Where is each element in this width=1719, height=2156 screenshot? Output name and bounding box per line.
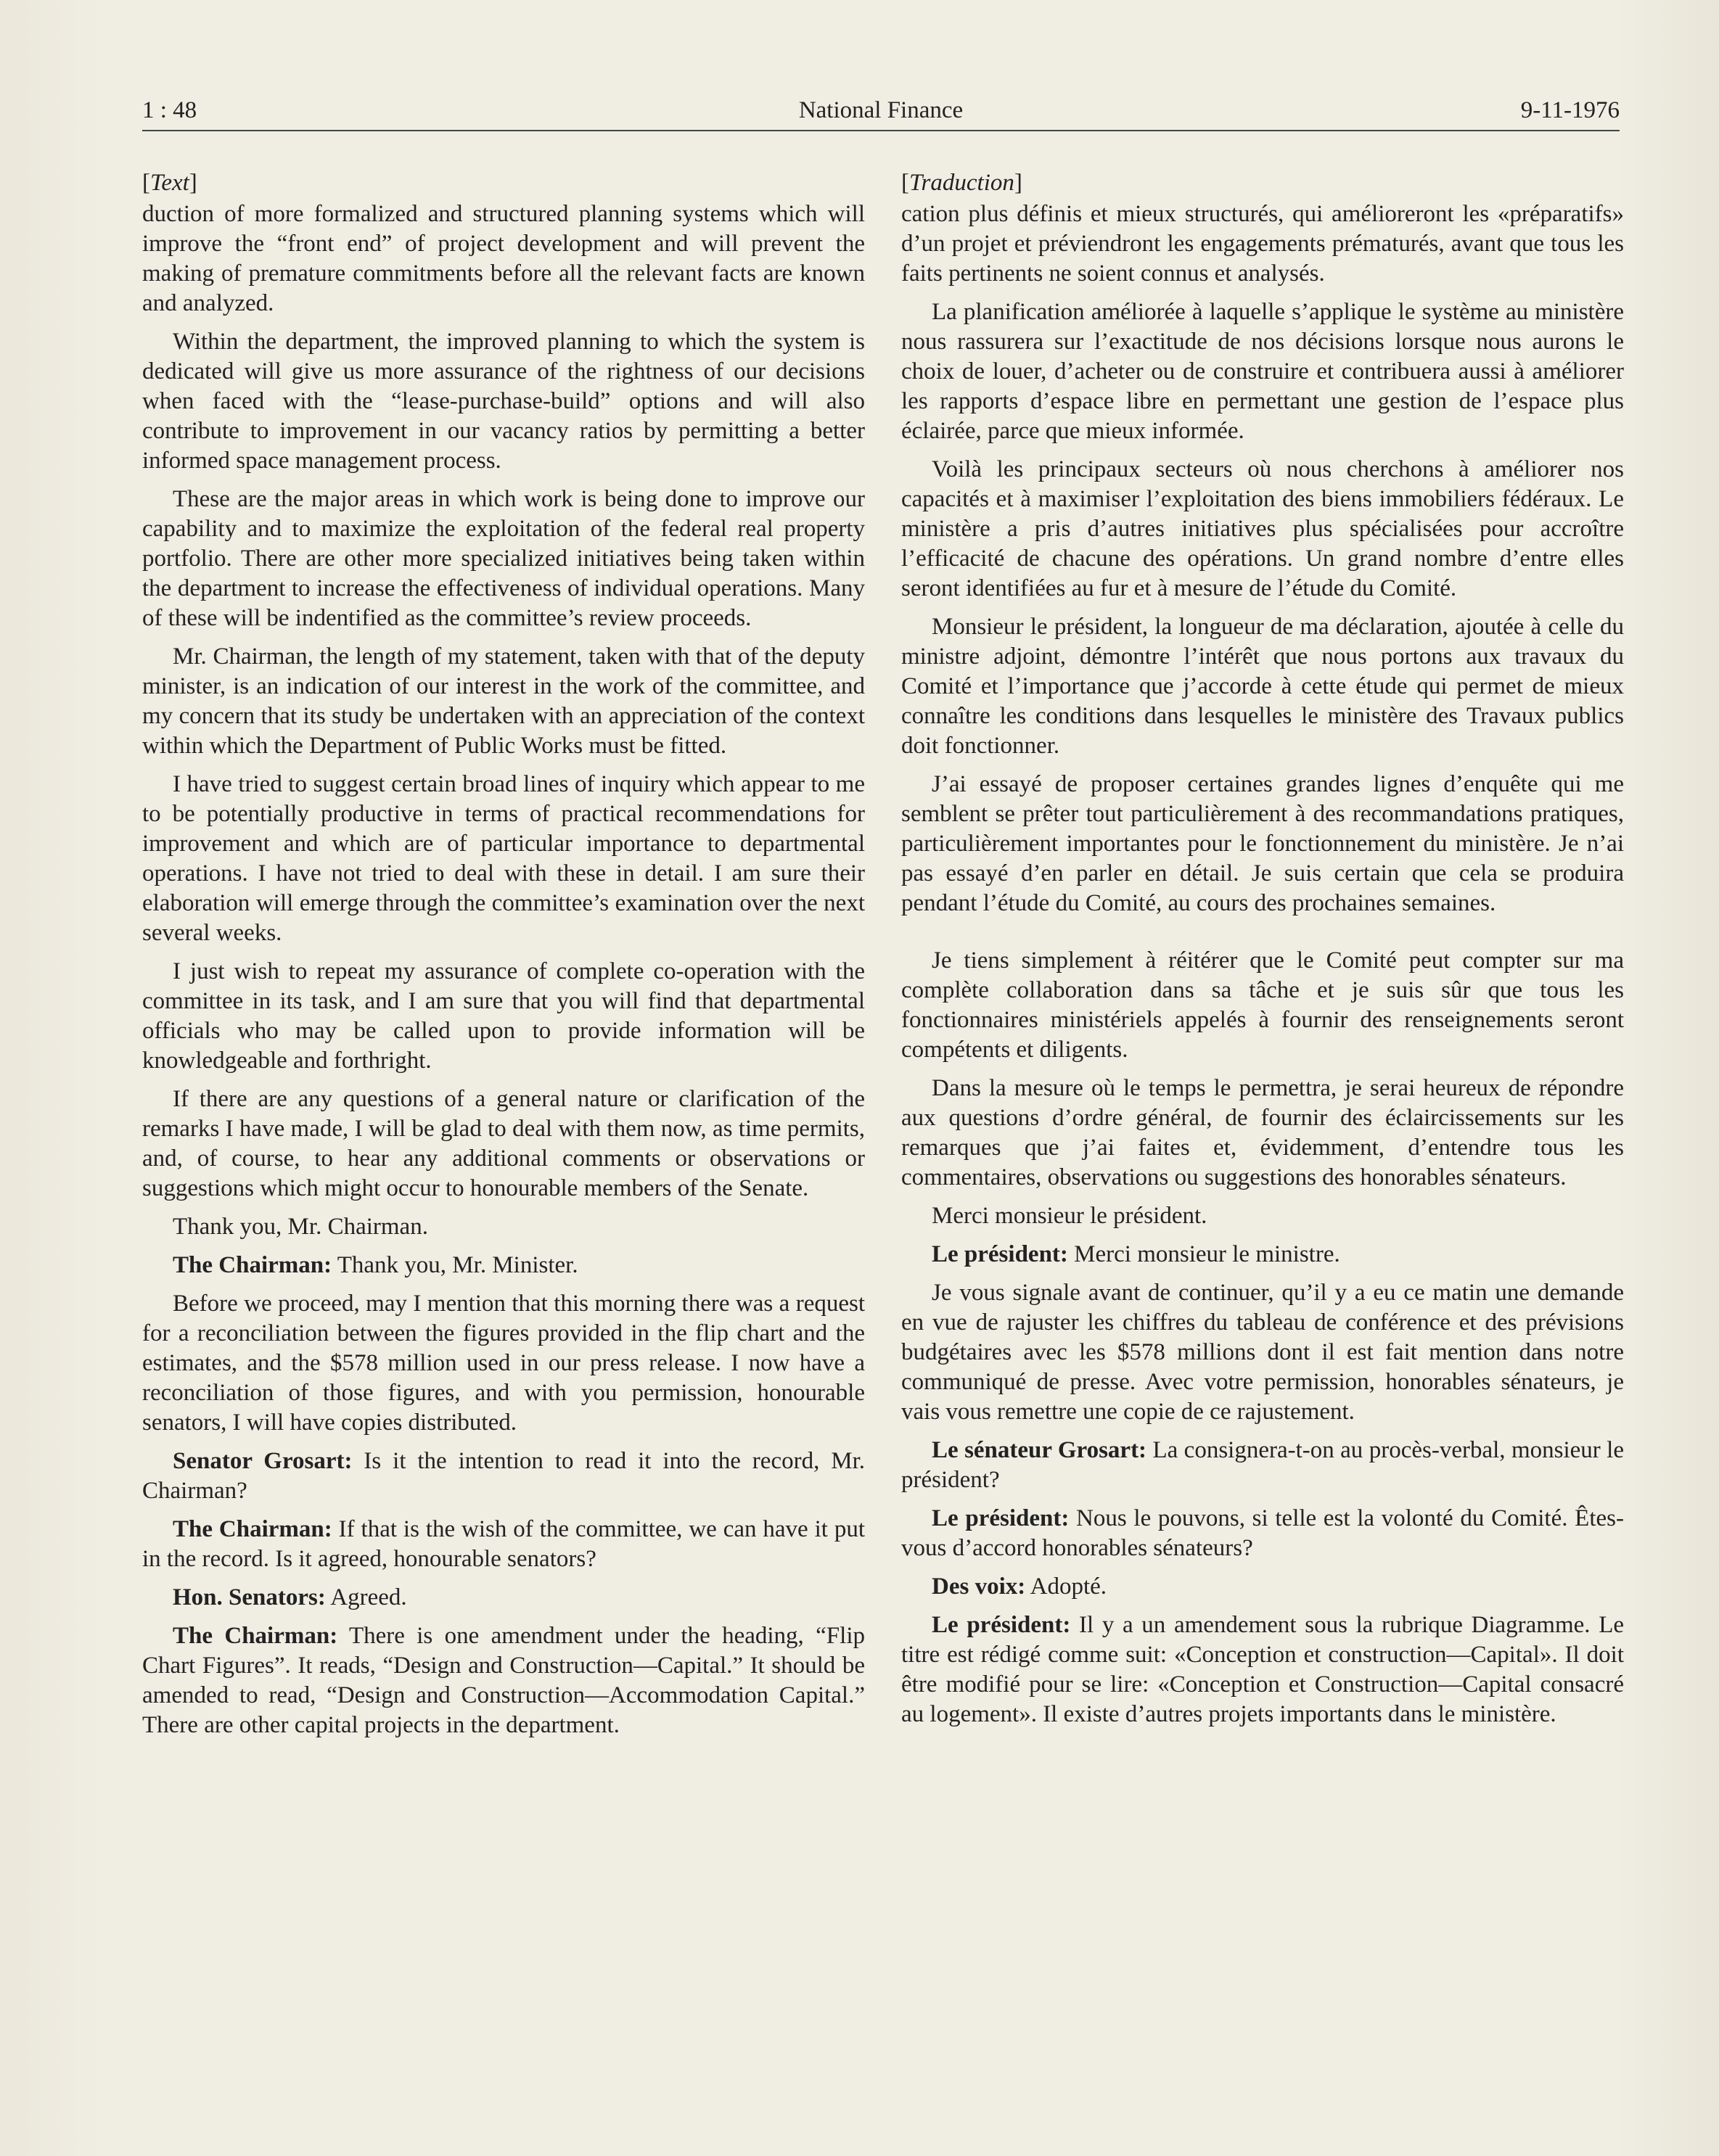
paragraph: Je vous signale avant de continuer, qu’il y a eu ce matin une demande en vue de rajuster les chiffres du tableau de conférence et des prévisions budgétaires avec les $578 millions dont il est fait mention dans notre communiqué de presse. Avec votre permission, honorables sénateurs, je vais vous remettre une copie de ce rajustement. [901,1280,1624,1425]
paragraph: These are the major areas in which work is being done to improve our capability and to maximize the exploitation of the federal real property portfolio. There are other more specialized initiatives being taken within the department to increase the effectiveness of individual operations. Many of these will be indentified as the committee’s review proceeds. [142,486,865,631]
column-label: [Text] [142,170,197,196]
paragraph: La planification améliorée à laquelle s’applique le système au ministère nous rassurera sur l’exactitude de nos décisions lorsque nous aurons le choix de louer, d’acheter ou de construire et contribuera aussi à améliorer les rapports d’espace libre en permettant une gestion de l’espace plus éclairée, parce que mieux informée. [901,299,1624,444]
paragraph: Je tiens simplement à réitérer que le Comité peut compter sur ma complète collaboration dans sa tâche et je suis sûr que tous les fonctionnaires ministériels appelés à fournir des renseignements seront compétents et diligents. [901,947,1624,1063]
paragraph: J’ai essayé de proposer certaines grandes lignes d’enquête qui me semblent se prêter tout particulièrement à des recommandations pratiques, particulièrement importantes pour le fonctionnement du ministère. Je n’ai pas essayé d’en parler en détail. Je suis certain que cela se produira pendant l’étude du Comité, au cours des prochaines semaines. [901,771,1624,916]
speech-paragraph: Senator Grosart: Is it the intention to read it into the record, Mr. Chairman? [142,1448,865,1504]
paragraph: Merci monsieur le président. [932,1203,1207,1229]
header-rule [142,130,1620,131]
paragraph: duction of more formalized and structured planning systems which will improve the “front end” of project development and will prevent the making of premature commitments before all the relevant facts are known and analyzed. [142,201,865,316]
french-column [901,168,1624,1738]
speech-paragraph: The Chairman: If that is the wish of the committee, we can have it put in the record. Is it agreed, honourable senators? [142,1516,865,1572]
speaker-label: Le président: [932,1612,1071,1638]
column-label: [Traduction] [901,170,1022,196]
speaker-label: The Chairman: [173,1252,332,1278]
speech-paragraph: The Chairman: Thank you, Mr. Minister. [173,1252,578,1278]
speech-paragraph: Des voix: Adopté. [932,1573,1107,1600]
speech-paragraph: Le sénateur Grosart: La consignera-t-on au procès-verbal, monsieur le président? [901,1437,1624,1493]
speech-paragraph: Le président: Merci monsieur le ministre. [932,1241,1340,1267]
speech-paragraph: The Chairman: There is one amendment under the heading, “Flip Chart Figures”. It reads, “Design and Construction—Capital.” It should be amended to read, “Design and Construction—Accommodation Capital.” There are other capital projects in the department. [142,1623,866,1738]
paragraph: Thank you, Mr. Chairman. [173,1214,428,1240]
speech-paragraph: Le président: Nous le pouvons, si telle est la volonté du Comité. Êtes-vous d’accord honorables sénateurs? [901,1505,1624,1561]
speaker-label: The Chairman: [173,1516,332,1542]
speaker-label: Hon. Senators: [173,1584,326,1610]
paragraph: Within the department, the improved planning to which the system is dedicated will give us more assurance of the rightness of our decisions when faced with the “lease-purchase-build” options and will also contribute to improvement in our vacancy ratios by permitting a better informed space management process. [142,329,865,474]
page-header [142,91,1620,129]
paragraph: Dans la mesure où le temps le permettra, je serai heureux de répondre aux questions d’ordre général, de fournir des éclaircissements sur les remarques que j’ai faites et, évidemment, d’entendre tous les commentaires, observations ou suggestions des honorables sénateurs. [901,1075,1624,1190]
speaker-label: The Chairman: [173,1623,338,1649]
speaker-label: Le sénateur Grosart: [932,1437,1147,1463]
speech-paragraph: Le président: Il y a un amendement sous la rubrique Diagramme. Le titre est rédigé comme suit: «Conception et construction—Capital». Il doit être modifié pour se lire: «Conception et Construction—Capital consacré au logement». Il existe d’autres projets importants dans le ministère. [901,1612,1625,1727]
english-column [142,168,865,1749]
speech-paragraph: Hon. Senators: Agreed. [173,1584,407,1610]
running-title: National Finance [798,97,964,123]
paragraph: Monsieur le président, la longueur de ma déclaration, ajoutée à celle du ministre adjoint, démontre l’intérêt que nous portons aux travaux du Comité et l’importance que j’accorde à cette étude qui permet de mieux connaître les conditions dans lesquelles le ministère des Travaux publics doit fonctionner. [901,614,1624,759]
speaker-label: Le président: [932,1505,1070,1531]
header-date: 9-11-1976 [1520,97,1620,123]
paragraph: I have tried to suggest certain broad lines of inquiry which appear to me to be potentially productive in terms of practical recommendations for improvement and which are of particular importance to departmental operations. I have not tried to deal with these in detail. I am sure their elaboration will emerge through the committee’s examination over the next several weeks. [142,771,865,946]
paragraph: If there are any questions of a general nature or clarification of the remarks I have made, I will be glad to deal with them now, as time permits, and, of course, to hear any additional comments or observations or suggestions which might occur to honourable members of the Senate. [142,1086,865,1201]
speaker-label: Des voix: [932,1573,1026,1600]
paragraph: I just wish to repeat my assurance of complete co-operation with the committee in its task, and I am sure that you will find that departmental officials who may be called upon to provide information will be knowledgeable and forthright. [142,958,865,1074]
paragraph: Voilà les principaux secteurs où nous cherchons à améliorer nos capacités et à maximiser l’exploitation des biens immobiliers fédéraux. Le ministère a pris d’autres initiatives plus spécialisées pour accroître l’efficacité de chacune des opérations. Un grand nombre d’entre elles seront identifiées au fur et à mesure de l’étude du Comité. [901,456,1624,601]
speaker-label: Senator Grosart: [173,1448,353,1474]
page-number: 1 : 48 [142,97,197,123]
paragraph: cation plus définis et mieux structurés, qui amélioreront les «préparatifs» d’un projet et préviendront les engagements prématurés, avant que tous les faits pertinents ne soient connus et analysés. [901,201,1624,287]
paragraph: Before we proceed, may I mention that this morning there was a request for a reconciliation between the figures provided in the flip chart and the estimates, and the $578 million used in our press release. I now have a reconciliation of those figures, and with you permission, honourable senators, I will have copies distributed. [142,1291,865,1436]
speaker-label: Le président: [932,1241,1068,1267]
paragraph: Mr. Chairman, the length of my statement, taken with that of the deputy minister, is an indication of our interest in the work of the committee, and my concern that its study be undertaken with an appreciation of the context within which the Department of Public Works must be fitted. [142,643,865,759]
